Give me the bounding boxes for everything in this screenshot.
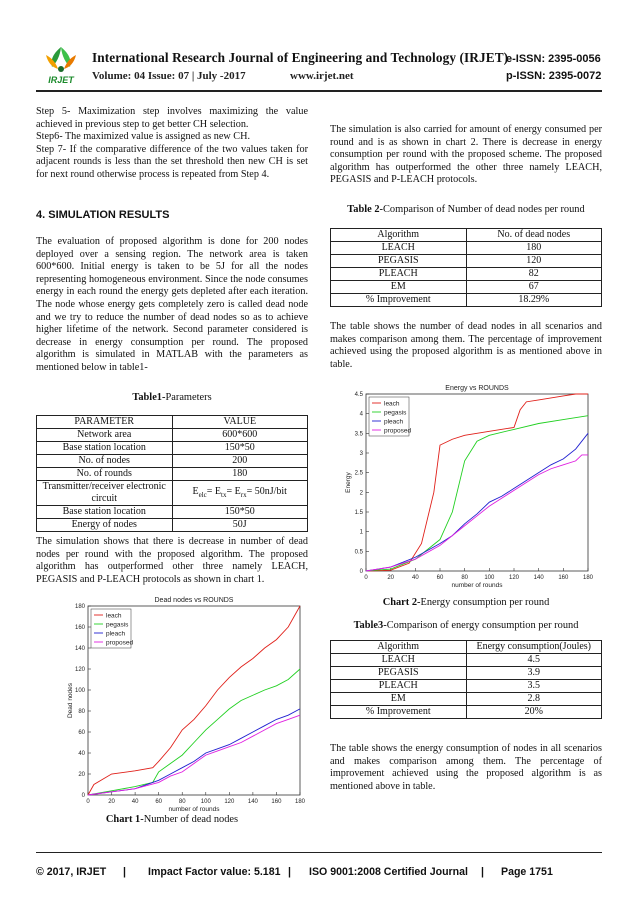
legend-label-leach: leach	[106, 612, 122, 620]
table2-row	[331, 268, 602, 281]
table2	[330, 228, 602, 307]
eissn: e-ISSN: 2395-0056	[506, 53, 601, 65]
table2-cell: 180	[466, 242, 602, 255]
y-tick-label: 60	[78, 730, 85, 736]
table1-row	[37, 455, 308, 468]
table3-cell: 4.5	[466, 654, 602, 667]
y-tick-label: 0	[81, 793, 85, 799]
table2-label: Table 2-	[347, 204, 383, 215]
table1-caption	[36, 392, 308, 403]
table3-cell: % Improvement	[331, 706, 467, 719]
footer-page: Page 1751	[501, 866, 553, 878]
table3-cell: Energy consumption(Joules)	[466, 641, 602, 654]
footer-copyright: © 2017, IRJET	[36, 866, 107, 878]
table2-cell: % Improvement	[331, 294, 467, 307]
table3-row	[331, 680, 602, 693]
x-tick-label: 160	[271, 799, 282, 805]
right-para2: The table shows the number of dead nodes in all scenarios and makes comparison among them. The percentage of improvement achieved using the proposed algorithm is as mentioned above in table.	[330, 321, 602, 370]
right-para1: The simulation is also carried for amount of energy consumed per round and is as shown in chart 2. There is decrease in energy consumption per round with the proposed scheme. The proposed algorithm has outperformed the other three namely LEACH, PEGASIS and P-LEACH protocols.	[330, 124, 602, 186]
y-tick-label: 160	[74, 625, 85, 631]
table3-cell: Algorithm	[331, 641, 467, 654]
y-tick-label: 3.5	[354, 431, 363, 438]
footer-iso: ISO 9001:2008 Certified Journal	[309, 866, 468, 878]
x-tick-label: 60	[436, 575, 444, 581]
table2-row	[331, 294, 602, 307]
y-tick-label: 120	[74, 667, 85, 673]
table2-cell: 82	[466, 268, 602, 281]
right-para3: The table shows the energy consumption of nodes in all scenarios and makes comparison among them. The percentage of improvement achieved using the proposed algorithm is as mentioned above in table.	[330, 743, 602, 792]
table3-cell: 2.8	[466, 693, 602, 706]
y-tick-label: 2	[359, 490, 363, 497]
x-tick-label: 120	[224, 799, 235, 805]
table1-cell: Network area	[37, 429, 173, 442]
table1-cell: $E_{elc}= E_{tx}= E_{rx}= 50nJ/bit$	[172, 481, 308, 506]
x-tick-label: 40	[411, 575, 419, 581]
y-tick-label: 3	[359, 451, 363, 457]
table1-cell: 200	[172, 455, 308, 468]
y-tick-label: 0	[359, 569, 363, 575]
website: www.irjet.net	[290, 70, 354, 82]
chart2-caption-text: Energy consumption per round	[420, 597, 550, 608]
chart1-caption-text: Number of dead nodes	[143, 814, 239, 825]
table3-cell: LEACH	[331, 654, 467, 667]
table1-cell: Base station location	[37, 442, 173, 455]
y-tick-label: 2.5	[354, 470, 363, 477]
table1-cell: Base station location	[37, 506, 173, 519]
table3-row	[331, 654, 602, 667]
table1-cell: 600*600	[172, 429, 308, 442]
x-tick-label: 180	[582, 575, 594, 581]
table1-row	[37, 429, 308, 442]
legend-label-leach: leach	[384, 400, 400, 408]
x-tick-label: 20	[387, 575, 395, 581]
table1-row	[37, 481, 308, 506]
y-tick-label: 180	[74, 604, 85, 610]
table1-cell: Transmitter/receiver electronic circuit	[37, 481, 173, 506]
legend-label-pegasis: pegasis	[106, 621, 129, 629]
x-tick-label: 180	[294, 799, 306, 805]
pissn: p-ISSN: 2395-0072	[506, 70, 602, 82]
table3-cell: 3.9	[466, 667, 602, 680]
legend-label-pleach: pleach	[384, 418, 404, 426]
y-tick-label: 80	[78, 709, 85, 715]
table3-cell: 3.5	[466, 680, 602, 693]
x-tick-label: 140	[247, 799, 258, 805]
logo-text: IRJET	[48, 75, 74, 85]
x-tick-label: 140	[533, 575, 544, 581]
table3-row	[331, 693, 602, 706]
table1-cell: 150*50	[172, 442, 308, 455]
journal-title: International Research Journal of Engineering and Technology (IRJET)	[92, 50, 509, 65]
table1	[36, 415, 308, 532]
y-tick-label: 1	[359, 529, 363, 536]
step7-text: Step 7- If the comparative difference of the two values taken for adjacent rounds is less than the set threshold then new CH is set for next round otherwise process is repeated from Step 4.	[36, 143, 308, 180]
table1-title: Parameters	[165, 392, 212, 403]
footer-sep-3: |	[481, 866, 484, 878]
y-tick-label: 4	[359, 411, 363, 418]
step6-text: Step6- The maximized value is assigned as new CH.	[36, 131, 250, 143]
table1-cell: No. of rounds	[37, 468, 173, 481]
y-tick-label: 140	[74, 646, 85, 652]
table2-cell: PLEACH	[331, 268, 467, 281]
chart2-energy	[330, 378, 602, 590]
table2-caption	[330, 204, 602, 215]
table3-cell: PEGASIS	[331, 667, 467, 680]
table1-cell: 180	[172, 468, 308, 481]
x-axis-label: number of rounds	[168, 806, 220, 812]
table1-label: Table1-	[132, 392, 166, 403]
legend-label-proposed: proposed	[106, 639, 134, 647]
logo-leaf-icon	[46, 47, 76, 72]
table1-row	[37, 519, 308, 532]
chart-title: Energy vs ROUNDS	[445, 385, 509, 392]
chart-title: Dead nodes vs ROUNDS	[154, 597, 234, 604]
table2-cell: EM	[331, 281, 467, 294]
y-tick-label: 1.5	[354, 510, 363, 516]
table2-row	[331, 242, 602, 255]
table2-row	[331, 281, 602, 294]
footer-impact: Impact Factor value: 5.181	[148, 866, 281, 878]
footer-sep-2: |	[288, 866, 291, 878]
x-tick-label: 160	[558, 575, 569, 581]
chart2-label: Chart 2-	[382, 597, 421, 608]
y-tick-label: 4.5	[354, 392, 363, 398]
table1-cell: No. of nodes	[37, 455, 173, 468]
x-axis-label: number of rounds	[451, 582, 503, 589]
chart2-caption	[330, 597, 602, 608]
section-title: 4. SIMULATION RESULTS	[36, 209, 170, 221]
step5-text: Step 5- Maximization step involves maximizing the value achieved in previous step to get better CH selection.	[36, 106, 308, 130]
y-tick-label: 20	[78, 772, 85, 778]
table1-cell: VALUE	[172, 416, 308, 429]
table2-title: Comparison of Number of dead nodes per round	[382, 204, 585, 215]
y-tick-label: 100	[74, 688, 85, 694]
footer-rule	[36, 852, 602, 853]
table2-cell: 120	[466, 255, 602, 268]
y-tick-label: 40	[78, 751, 85, 757]
chart1-dead-nodes	[36, 590, 308, 812]
table2-cell: No. of dead nodes	[466, 229, 602, 242]
table3-cell: PLEACH	[331, 680, 467, 693]
left-para2: The simulation shows that there is decrease in number of dead nodes per round with the proposed algorithm. The proposed algorithm has outperformed other three namely LEACH, PEGASIS and P-LEACH protocols as shown in chart 1.	[36, 536, 308, 585]
legend-label-pleach: pleach	[106, 630, 126, 638]
table3-cell: 20%	[466, 706, 602, 719]
x-tick-label: 40	[131, 799, 139, 805]
table3-row	[331, 641, 602, 654]
x-tick-label: 120	[508, 575, 520, 581]
table3-row	[331, 667, 602, 680]
table1-row	[37, 416, 308, 429]
table3-title: Comparison of energy consumption per round	[386, 620, 579, 631]
x-tick-label: 100	[200, 799, 211, 805]
table3-row	[331, 706, 602, 719]
table2-row	[331, 255, 602, 268]
header-rule	[36, 90, 602, 92]
table1-cell: PARAMETER	[37, 416, 173, 429]
table1-row	[37, 506, 308, 519]
table1-row	[37, 468, 308, 481]
x-tick-label: 0	[86, 799, 90, 805]
left-column-top	[36, 106, 308, 182]
y-tick-label: 0.5	[354, 549, 363, 556]
table1-cell: Energy of nodes	[37, 519, 173, 532]
y-axis-label: Dead nodes	[67, 682, 74, 719]
volume-issue: Volume: 04 Issue: 07 | July -2017	[92, 70, 246, 82]
chart1-caption	[36, 814, 308, 825]
footer-sep-1: |	[123, 866, 126, 878]
table1-cell: 50J	[172, 519, 308, 532]
chart1-label: Chart 1-	[105, 814, 144, 825]
x-tick-label: 20	[108, 799, 115, 805]
irjet-logo	[36, 45, 86, 87]
table1-cell: 150*50	[172, 506, 308, 519]
x-tick-label: 60	[155, 799, 163, 805]
table2-cell: LEACH	[331, 242, 467, 255]
legend-label-pegasis: pegasis	[384, 409, 407, 417]
x-tick-label: 80	[461, 575, 469, 581]
x-tick-label: 100	[484, 575, 495, 581]
table2-cell: Algorithm	[331, 229, 467, 242]
x-tick-label: 0	[364, 575, 368, 581]
table2-cell: 18.29%	[466, 294, 602, 307]
x-tick-label: 80	[178, 799, 186, 805]
table3-cell: EM	[331, 693, 467, 706]
table1-row	[37, 442, 308, 455]
table3	[330, 640, 602, 719]
left-para1: The evaluation of proposed algorithm is done for 200 nodes deployed over a sensing region. The network area is taken 600*600. Initial energy is taken to be 5J for all the nodes representing homogeneous environment. Since the node consumes energy in each round the energy gets depleted after each iteration. The node whose energy gets completely zero is called dead node and we try to reduce the number of dead nodes so as to achieve higher lifetime of the network. Second parameter considered is decrease in energy consumption per round. The proposed algorithm is simulated in MATLAB with the parameters as mentioned below in table1-	[36, 236, 308, 373]
table3-label: Table3-	[353, 620, 387, 631]
table2-cell: PEGASIS	[331, 255, 467, 268]
table3-caption	[330, 620, 602, 631]
table2-cell: 67	[466, 281, 602, 294]
legend-label-proposed: proposed	[384, 427, 412, 435]
table2-row	[331, 229, 602, 242]
y-axis-label: Energy	[345, 472, 352, 493]
